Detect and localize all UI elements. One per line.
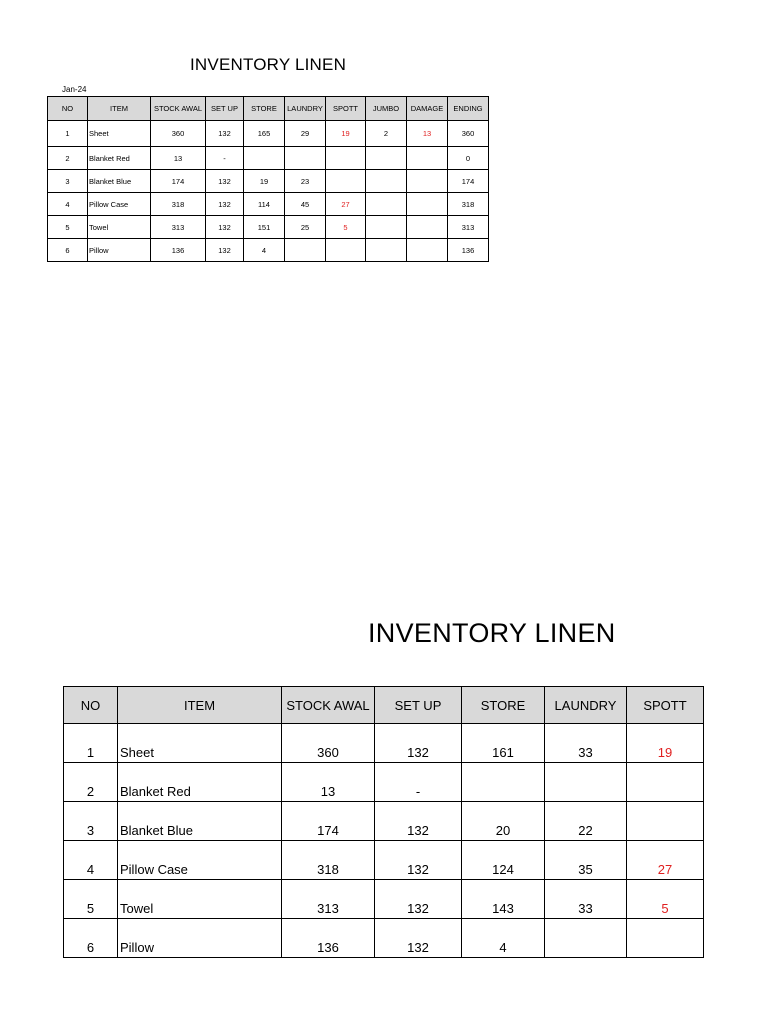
cell-item: Towel xyxy=(88,216,151,239)
header-store: STORE xyxy=(244,97,285,121)
cell-damage xyxy=(407,193,448,216)
cell-no: 5 xyxy=(48,216,88,239)
cell-stock-awal: 174 xyxy=(151,170,206,193)
cell-stock-awal: 136 xyxy=(282,919,375,958)
cell-stock-awal: 13 xyxy=(282,763,375,802)
cell-stock-awal: 174 xyxy=(282,802,375,841)
cell-jumbo xyxy=(366,170,407,193)
cell-laundry: 25 xyxy=(285,216,326,239)
cell-store xyxy=(244,147,285,170)
cell-set-up: - xyxy=(375,763,462,802)
cell-laundry xyxy=(285,147,326,170)
cell-item: Towel xyxy=(118,880,282,919)
cell-no: 6 xyxy=(64,919,118,958)
table-row xyxy=(48,193,489,216)
cell-item: Sheet xyxy=(118,724,282,763)
header-spott: SPOTT xyxy=(326,97,366,121)
cell-spott xyxy=(326,170,366,193)
table-row xyxy=(48,170,489,193)
cell-set-up: - xyxy=(206,147,244,170)
cell-no: 6 xyxy=(48,239,88,262)
cell-store: 114 xyxy=(244,193,285,216)
table-row xyxy=(64,919,704,958)
cell-laundry: 33 xyxy=(545,724,627,763)
cell-ending: 360 xyxy=(448,121,489,147)
cell-stock-awal: 360 xyxy=(282,724,375,763)
cell-set-up: 132 xyxy=(206,193,244,216)
table-row xyxy=(48,121,489,147)
table-row xyxy=(64,802,704,841)
table-header-row xyxy=(48,97,489,121)
cell-set-up: 132 xyxy=(206,121,244,147)
cell-set-up: 132 xyxy=(375,724,462,763)
cell-item: Blanket Red xyxy=(118,763,282,802)
cell-set-up: 132 xyxy=(375,880,462,919)
cell-no: 2 xyxy=(64,763,118,802)
cell-laundry: 23 xyxy=(285,170,326,193)
cell-spott: 27 xyxy=(627,841,704,880)
cell-store: 20 xyxy=(462,802,545,841)
cell-store: 143 xyxy=(462,880,545,919)
cell-item: Blanket Blue xyxy=(88,170,151,193)
cell-jumbo: 2 xyxy=(366,121,407,147)
cell-no: 3 xyxy=(64,802,118,841)
header-set-up: SET UP xyxy=(206,97,244,121)
cell-store: 151 xyxy=(244,216,285,239)
cell-laundry xyxy=(545,919,627,958)
small-report-title: INVENTORY LINEN xyxy=(190,55,347,74)
cell-set-up: 132 xyxy=(206,170,244,193)
cell-laundry xyxy=(545,763,627,802)
cell-set-up: 132 xyxy=(375,919,462,958)
cell-item: Blanket Red xyxy=(88,147,151,170)
small-inventory-table xyxy=(47,96,489,262)
cell-damage xyxy=(407,147,448,170)
header-no: NO xyxy=(64,687,118,724)
cell-item: Pillow xyxy=(88,239,151,262)
header-damage: DAMAGE xyxy=(407,97,448,121)
cell-store xyxy=(462,763,545,802)
cell-spott: 19 xyxy=(627,724,704,763)
cell-damage: 13 xyxy=(407,121,448,147)
cell-no: 5 xyxy=(64,880,118,919)
cell-laundry: 33 xyxy=(545,880,627,919)
header-jumbo: JUMBO xyxy=(366,97,407,121)
table-row xyxy=(64,724,704,763)
cell-stock-awal: 360 xyxy=(151,121,206,147)
cell-jumbo xyxy=(366,193,407,216)
cell-no: 1 xyxy=(48,121,88,147)
cell-spott: 5 xyxy=(326,216,366,239)
cell-jumbo xyxy=(366,216,407,239)
cell-ending: 313 xyxy=(448,216,489,239)
cell-stock-awal: 313 xyxy=(282,880,375,919)
header-no: NO xyxy=(48,97,88,121)
table-header-row xyxy=(64,687,704,724)
cell-stock-awal: 136 xyxy=(151,239,206,262)
cell-jumbo xyxy=(366,147,407,170)
header-set-up: SET UP xyxy=(375,687,462,724)
cell-no: 4 xyxy=(48,193,88,216)
cell-store: 4 xyxy=(462,919,545,958)
table-row xyxy=(64,763,704,802)
cell-store: 19 xyxy=(244,170,285,193)
cell-store: 124 xyxy=(462,841,545,880)
cell-stock-awal: 13 xyxy=(151,147,206,170)
cell-no: 4 xyxy=(64,841,118,880)
header-ending: ENDING xyxy=(448,97,489,121)
cell-item: Sheet xyxy=(88,121,151,147)
cell-set-up: 132 xyxy=(206,239,244,262)
cell-store: 4 xyxy=(244,239,285,262)
cell-store: 161 xyxy=(462,724,545,763)
cell-item: Pillow Case xyxy=(88,193,151,216)
cell-item: Pillow xyxy=(118,919,282,958)
cell-jumbo xyxy=(366,239,407,262)
cell-item: Blanket Blue xyxy=(118,802,282,841)
cell-spott xyxy=(326,239,366,262)
table-row xyxy=(64,880,704,919)
header-item: ITEM xyxy=(118,687,282,724)
cell-spott xyxy=(627,802,704,841)
cell-set-up: 132 xyxy=(375,841,462,880)
cell-no: 1 xyxy=(64,724,118,763)
header-stock-awal: STOCK AWAL xyxy=(151,97,206,121)
cell-ending: 136 xyxy=(448,239,489,262)
cell-damage xyxy=(407,216,448,239)
cell-stock-awal: 318 xyxy=(151,193,206,216)
large-report-title: INVENTORY LINEN xyxy=(368,618,616,648)
large-inventory-table xyxy=(63,686,704,958)
cell-damage xyxy=(407,239,448,262)
cell-laundry: 29 xyxy=(285,121,326,147)
header-store: STORE xyxy=(462,687,545,724)
cell-stock-awal: 318 xyxy=(282,841,375,880)
header-stock-awal: STOCK AWAL xyxy=(282,687,375,724)
cell-set-up: 132 xyxy=(375,802,462,841)
cell-spott: 27 xyxy=(326,193,366,216)
header-laundry: LAUNDRY xyxy=(285,97,326,121)
small-report-date: Jan-24 xyxy=(62,85,87,94)
cell-no: 2 xyxy=(48,147,88,170)
cell-set-up: 132 xyxy=(206,216,244,239)
cell-spott xyxy=(627,763,704,802)
cell-spott: 5 xyxy=(627,880,704,919)
header-spott: SPOTT xyxy=(627,687,704,724)
cell-ending: 318 xyxy=(448,193,489,216)
header-item: ITEM xyxy=(88,97,151,121)
cell-spott xyxy=(627,919,704,958)
header-laundry: LAUNDRY xyxy=(545,687,627,724)
cell-item: Pillow Case xyxy=(118,841,282,880)
cell-laundry: 22 xyxy=(545,802,627,841)
cell-stock-awal: 313 xyxy=(151,216,206,239)
table-row xyxy=(64,841,704,880)
cell-damage xyxy=(407,170,448,193)
cell-no: 3 xyxy=(48,170,88,193)
cell-ending: 174 xyxy=(448,170,489,193)
cell-ending: 0 xyxy=(448,147,489,170)
table-row xyxy=(48,216,489,239)
cell-laundry: 35 xyxy=(545,841,627,880)
cell-laundry xyxy=(285,239,326,262)
cell-spott: 19 xyxy=(326,121,366,147)
cell-laundry: 45 xyxy=(285,193,326,216)
table-row xyxy=(48,147,489,170)
cell-spott xyxy=(326,147,366,170)
cell-store: 165 xyxy=(244,121,285,147)
table-row xyxy=(48,239,489,262)
